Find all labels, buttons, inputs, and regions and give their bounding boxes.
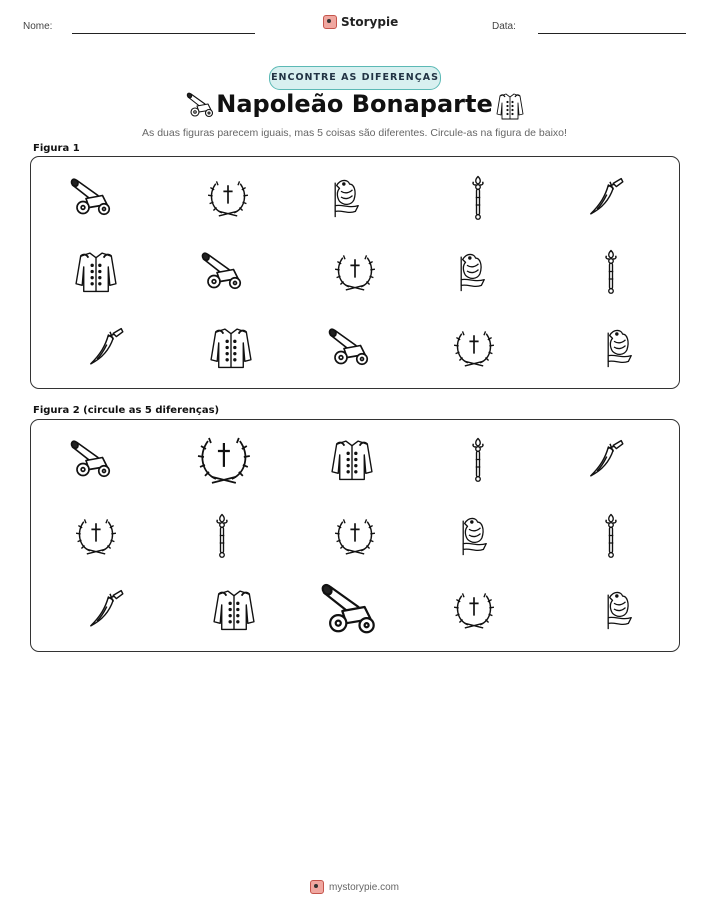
laurel-wreath-icon[interactable] bbox=[194, 431, 254, 492]
laurel-wreath-icon[interactable] bbox=[451, 588, 497, 636]
scepter-icon[interactable] bbox=[213, 513, 231, 563]
saber-icon bbox=[586, 177, 626, 222]
cannon-icon bbox=[199, 251, 247, 296]
saber-icon[interactable] bbox=[586, 439, 626, 484]
cannon-icon bbox=[68, 177, 116, 222]
title-text: Napoleão Bonaparte bbox=[216, 90, 493, 118]
laurel-wreath-icon bbox=[205, 176, 251, 224]
eagle-icon[interactable] bbox=[456, 513, 492, 562]
saber-icon[interactable] bbox=[86, 589, 126, 634]
uniform-jacket-icon[interactable] bbox=[329, 438, 375, 486]
page-title bbox=[0, 90, 709, 118]
brand-logo bbox=[323, 15, 398, 29]
laurel-wreath-icon bbox=[332, 250, 378, 298]
date-label: Data: bbox=[492, 21, 516, 32]
cannon-icon[interactable] bbox=[68, 439, 116, 484]
uniform-jacket-icon[interactable] bbox=[211, 588, 257, 636]
cannon-icon[interactable] bbox=[318, 582, 383, 641]
figure-2-label: Figura 2 (circule as 5 diferenças) bbox=[33, 405, 220, 416]
cannon-icon bbox=[326, 327, 374, 372]
storypie-footer-icon bbox=[310, 880, 324, 894]
scepter-icon[interactable] bbox=[602, 513, 620, 563]
laurel-wreath-icon bbox=[451, 326, 497, 374]
instructions: As duas figuras parecem iguais, mas 5 coisas são diferentes. Circule-as na figura de baixo! bbox=[142, 127, 567, 139]
footer-site[interactable]: mystorypie.com bbox=[328, 881, 399, 893]
badge: ENCONTRE AS DIFERENÇAS bbox=[269, 66, 441, 90]
date-line[interactable] bbox=[538, 33, 686, 34]
scepter-icon[interactable] bbox=[469, 437, 487, 487]
name-line[interactable] bbox=[72, 33, 255, 34]
footer bbox=[0, 880, 709, 894]
eagle-icon bbox=[454, 249, 490, 298]
eagle-icon[interactable] bbox=[601, 587, 637, 636]
title-jacket-icon bbox=[495, 92, 525, 125]
name-label: Nome: bbox=[23, 21, 53, 32]
figure-1-label: Figura 1 bbox=[33, 143, 80, 154]
storypie-logo-icon bbox=[323, 15, 337, 29]
uniform-jacket-icon bbox=[73, 250, 119, 298]
brand-name: Storypie bbox=[341, 15, 399, 29]
uniform-jacket-icon bbox=[208, 326, 254, 374]
scepter-icon bbox=[469, 175, 487, 225]
eagle-icon bbox=[328, 175, 364, 224]
title-cannon-icon bbox=[185, 92, 217, 123]
scepter-icon bbox=[602, 249, 620, 299]
laurel-wreath-icon[interactable] bbox=[73, 514, 119, 562]
laurel-wreath-icon[interactable] bbox=[332, 514, 378, 562]
saber-icon bbox=[86, 327, 126, 372]
eagle-icon bbox=[601, 325, 637, 374]
